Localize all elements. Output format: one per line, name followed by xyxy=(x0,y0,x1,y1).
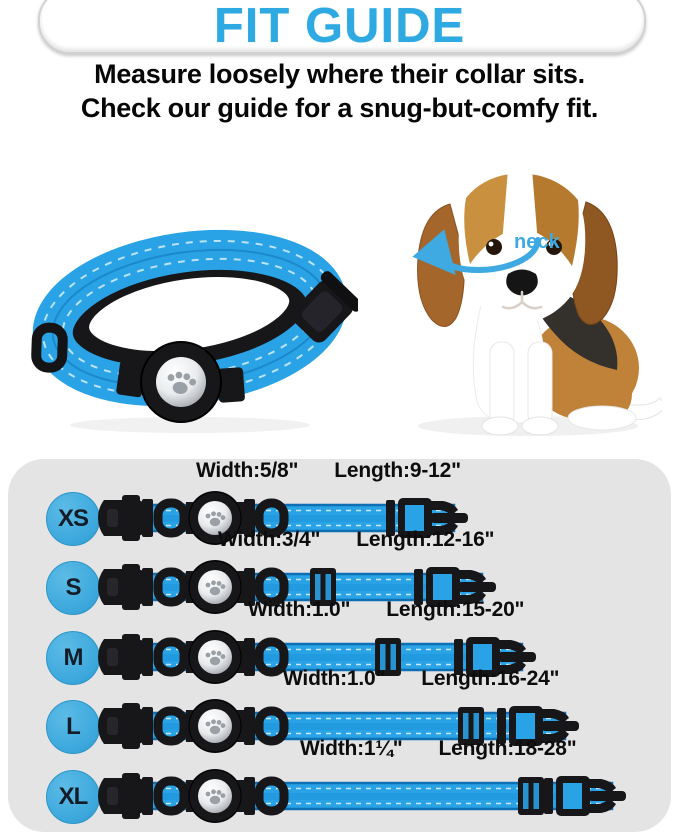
length-label: Length:16-24" xyxy=(421,667,560,690)
size-badge-l: L xyxy=(46,700,100,754)
size-badge-xs: XS xyxy=(46,492,100,546)
size-row-xs xyxy=(0,455,679,532)
size-row-l xyxy=(0,663,679,740)
size-caption-xl xyxy=(300,737,577,761)
length-label: Length:18-28" xyxy=(438,737,577,760)
size-caption-m xyxy=(248,598,524,622)
neck-label: neck xyxy=(514,231,560,253)
width-label: Width:1.0" xyxy=(283,667,386,690)
size-badge-xl: XL xyxy=(46,770,100,824)
collar-graphic-xl xyxy=(98,766,628,826)
width-label: Width:1¼" xyxy=(300,737,403,760)
subtitle-line2: Check our guide for a snug-but-comfy fit. xyxy=(80,93,599,123)
width-label: Width:3/4" xyxy=(218,528,321,551)
size-caption-s xyxy=(218,528,494,552)
subtitle xyxy=(0,57,679,125)
length-label: Length:9-12" xyxy=(334,459,461,482)
length-label: Length:12-16" xyxy=(356,528,495,551)
page-title: FIT GUIDE xyxy=(213,0,466,53)
width-label: Width:1.0" xyxy=(248,598,351,621)
size-caption-xs xyxy=(196,459,461,483)
length-label: Length:15-20" xyxy=(386,598,525,621)
size-row-s xyxy=(0,524,679,601)
size-badge-m: M xyxy=(46,631,100,685)
dog-image xyxy=(386,146,662,438)
width-label: Width:5/8" xyxy=(196,459,299,482)
size-row-m xyxy=(0,594,679,671)
size-badge-s: S xyxy=(46,561,100,615)
subtitle-line1: Measure loosely where their collar sits. xyxy=(94,59,585,89)
size-row-xl xyxy=(0,733,679,810)
size-caption-l xyxy=(283,667,559,691)
collar-product-image xyxy=(22,210,358,438)
